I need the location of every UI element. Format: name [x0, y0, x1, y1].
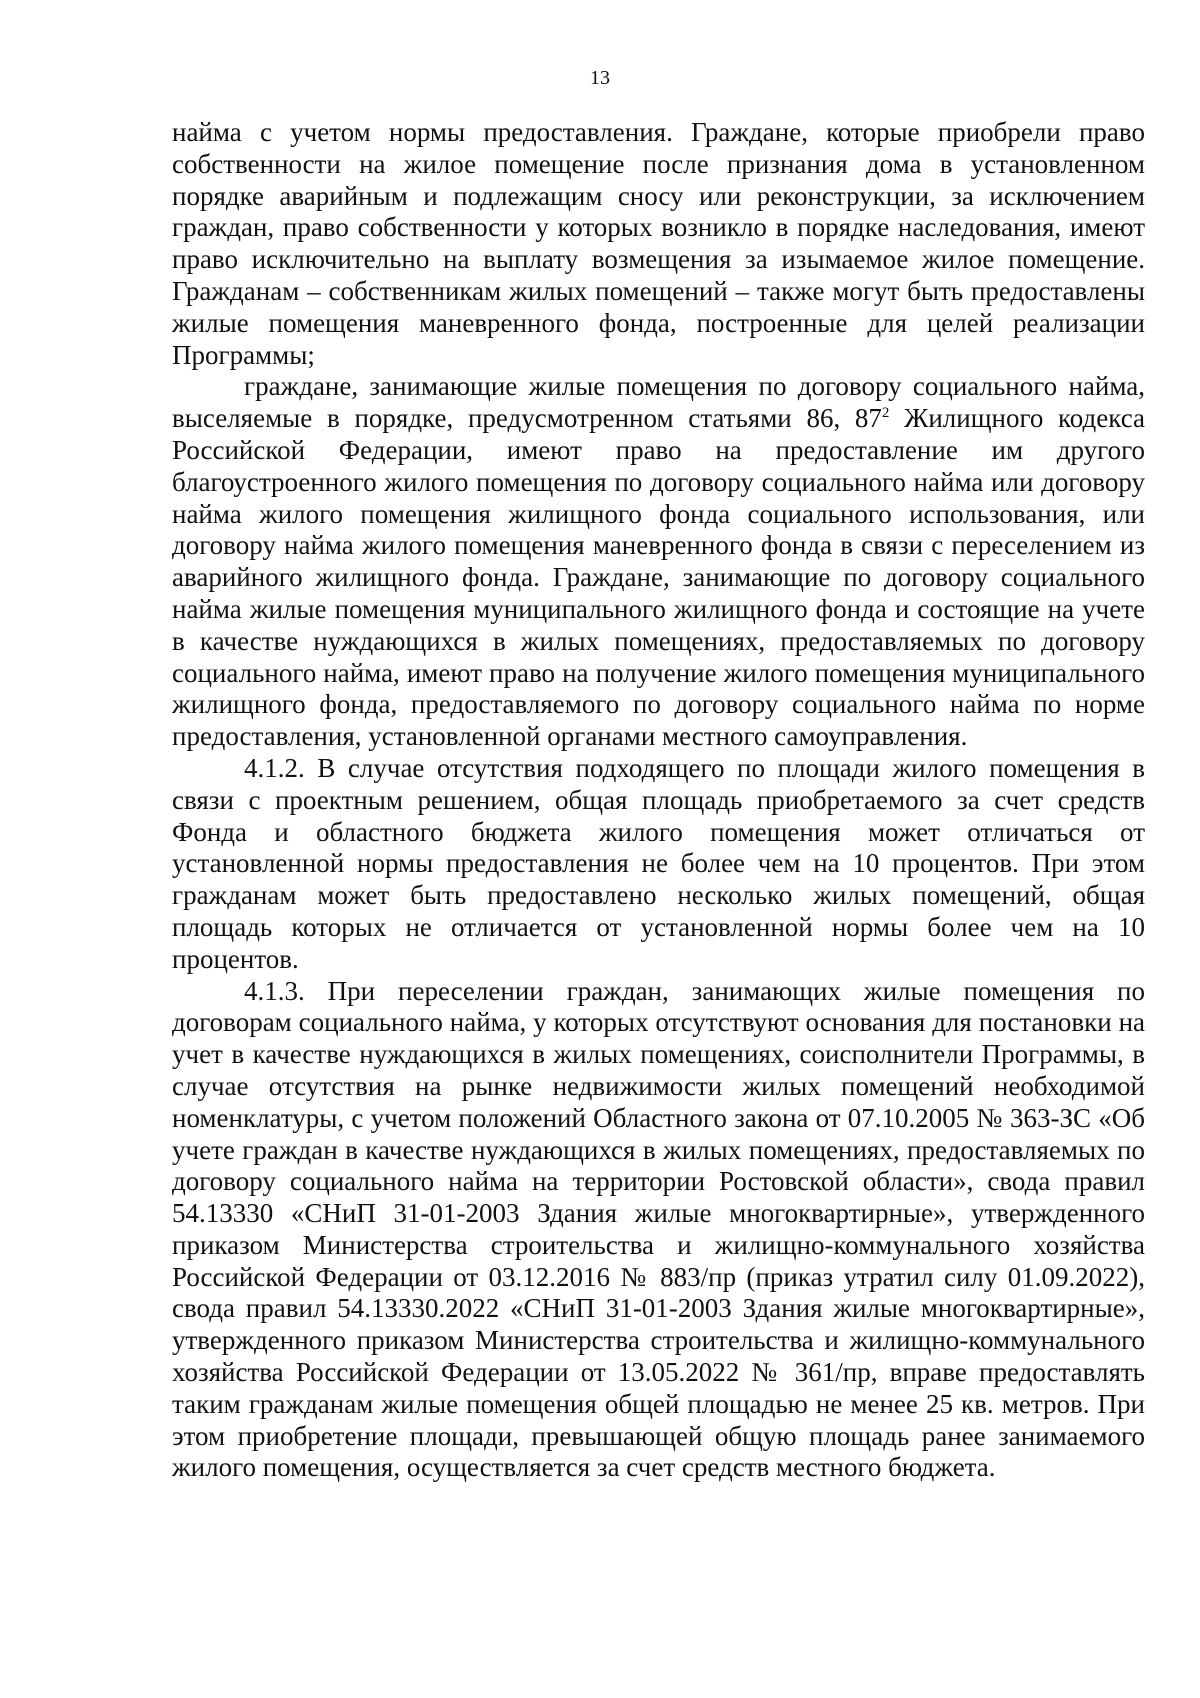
document-body	[172, 117, 1145, 1484]
paragraph-social-tenancy	[172, 371, 1145, 753]
paragraph-social-tenancy-start: граждане, занимающие жилые помещения по договору социального найма, выселяемые в порядке, предусмотренном статьями 86, 87	[172, 371, 1145, 434]
article-superscript: 2	[881, 405, 890, 422]
paragraph-social-tenancy-end: Жилищного кодекса Российской Федерации, имеют право на предоставление им другого благоустроенного жилого помещения по договору социального найма или договору найма жилого помещения жилищного фонда социального использования, или договору найма жилого помещения маневренного фонда в связи с переселением из аварийного жилищного фонда. Граждане, занимающие по договору социального найма жилые помещения муниципального жилищного фонда и состоящие на учете в качестве нуждающихся в жилых помещениях, предоставляемых по договору социального найма, имеют право на получение жилого помещения муниципального жилищного фонда, предоставляемого по договору социального найма по норме предоставления, установленной органами местного самоуправления.	[172, 403, 1145, 752]
paragraph-continuation: найма с учетом нормы предоставления. Граждане, которые приобрели право собственности на жилое помещение после признания дома в установленном порядке аварийным и подлежащим сносу или реконструкции, за исключением граждан, право собственности у которых возникло в порядке наследования, имеют право исключительно на выплату возмещения за изымаемое жилое помещение. Гражданам – собственникам жилых помещений – также могут быть предоставлены жилые помещения маневренного фонда, построенные для целей реализации Программы;	[172, 117, 1145, 370]
page-number: 13	[590, 67, 610, 89]
paragraph-4-1-2: 4.1.2. В случае отсутствия подходящего по площади жилого помещения в связи с проектным решением, общая площадь приобретаемого за счет средств Фонда и областного бюджета жилого помещения может отличаться от установленной нормы предоставления не более чем на 10 процентов. При этом гражданам может быть предоставлено несколько жилых помещений, общая площадь которых не отличается от установленной нормы более чем на 10 процентов.	[172, 752, 1145, 974]
paragraph-4-1-3: 4.1.3. При переселении граждан, занимающих жилые помещения по договорам социального найма, у которых отсутствуют основания для постановки на учет в качестве нуждающихся в жилых помещениях, соисполнители Программы, в случае отсутствия на рынке недвижимости жилых помещений необходимой номенклатуры, с учетом положений Областного закона от 07.10.2005 № 363-ЗС «Об учете граждан в качестве нуждающихся в жилых помещениях, предоставляемых по договору социального найма на территории Ростовской области», свода правил 54.13330 «СНиП 31-01-2003 Здания жилые многоквартирные», утвержденного приказом Министерства строительства и жилищно-коммунального хозяйства Российской Федерации от 03.12.2016 № 883/пр (приказ утратил силу 01.09.2022), свода правил 54.13330.2022 «СНиП 31-01-2003 Здания жилые многоквартирные», утвержденного приказом Министерства строительства и жилищно-коммунального хозяйства Российской Федерации от 13.05.2022 № 361/пр, вправе предоставлять таким гражданам жилые помещения общей площадью не менее 25 кв. метров. При этом приобретение площади, превышающей общую площадь ранее занимаемого жилого помещения, осуществляется за счет средств местного бюджета.	[172, 975, 1145, 1483]
